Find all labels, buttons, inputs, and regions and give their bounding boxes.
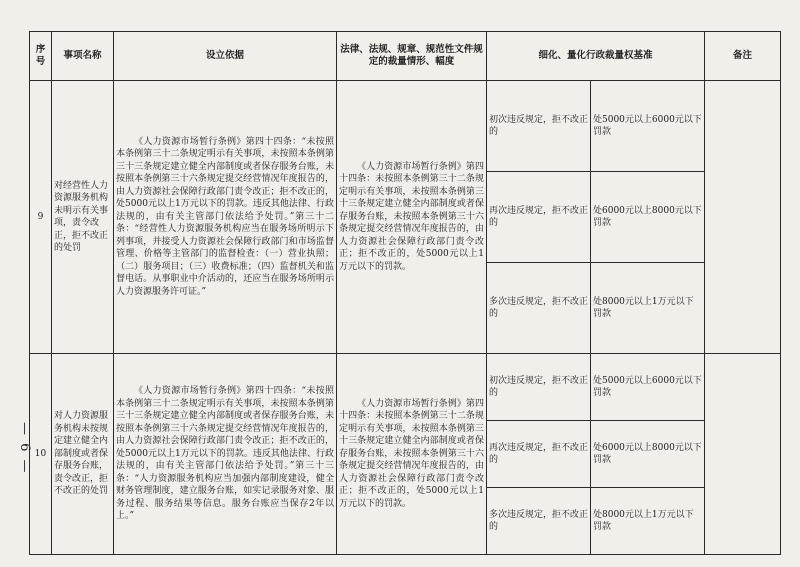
row-law-text: 《人力资源市场暂行条例》第四十四条：未按照本条例第三十二条规定明示有关事项，未按照本条例第三十三条规定建立健全内部制度或者保存服务台账，未按照本条例第三十六条规定提交经营情况年度报告的，由人力资源社会保障行政部门责令改正；拒不改正的，处5000元以上1万元以下的罚款。 — [339, 161, 484, 272]
header-law: 法律、法规、规章、规范性文件规定的裁量情形、幅度 — [337, 32, 487, 81]
row-note — [705, 354, 781, 555]
level-penalty: 处5000元以上6000元以下罚款 — [591, 354, 705, 421]
table-row — [30, 354, 781, 421]
level-condition: 多次违反规定，拒不改正的 — [487, 488, 591, 555]
level-condition: 再次违反规定，拒不改正的 — [487, 172, 591, 263]
header-refine: 细化、量化行政裁量权基准 — [487, 32, 705, 81]
row-basis — [114, 81, 337, 354]
row-seq: 9 — [30, 81, 52, 354]
page-number: — 6 — — [17, 421, 32, 475]
level-penalty: 处6000元以上8000元以下罚款 — [591, 172, 705, 263]
row-basis — [114, 354, 337, 555]
header-note: 备注 — [705, 32, 781, 81]
row-seq: 10 — [30, 354, 52, 555]
row-basis-text: 《人力资源市场暂行条例》第四十四条：“未按照本条例第三十二条规定明示有关事项，未按照本条例第三十三条规定建立健全内部制度或者保存服务台账，未按照本条例第三十六条规定提交经营情况年度报告的，由人力资源社会保障行政部门责令改正；拒不改正的，处5000元以上1万元以下的罚款。违反其他法律、行政法规的，由有关主管部门依法给予处罚。”第三十三条：“人力资源服务机构应当加强内部制度建设，健全财务管理制度，建立服务台账，如实记录服务对象、服务过程、服务结果等信息。服务台账应当保存2年以上。” — [116, 386, 334, 522]
discretion-standard-table — [29, 31, 781, 555]
level-penalty: 处8000元以上1万元以下罚款 — [591, 263, 705, 354]
header-item: 事项名称 — [52, 32, 114, 81]
header-basis: 设立依据 — [114, 32, 337, 81]
level-condition: 初次违反规定，拒不改正的 — [487, 354, 591, 421]
row-note — [705, 81, 781, 354]
row-item-name: 对经营性人力资源服务机构未明示有关事项，责令改正，拒不改正的处罚 — [52, 81, 114, 354]
level-penalty: 处5000元以上6000元以下罚款 — [591, 81, 705, 172]
row-basis-text: 《人力资源市场暂行条例》第四十四条：“未按照本条例第三十二条规定明示有关事项，未按照本条例第三十三条规定建立健全内部制度或者保存服务台账，未按照本条例第三十六条规定提交经营情况年度报告的，由人力资源社会保障行政部门责令改正；拒不改正的，处5000元以上1万元以下的罚款。违反其他法律、行政法规的，由有关主管部门依法给予处罚。”第三十二条：“经营性人力资源服务机构应当在服务场所明示下列事项，并接受人力资源社会保障行政部门和市场监督管理、价格等主管部门的监督检查：（一）营业执照；（二）服务项目；（三）收费标准；（四）监督机关和监督电话。从事职业中介活动的，还应当在服务场所明示人力资源服务许可证。” — [116, 136, 334, 297]
level-penalty: 处6000元以上8000元以下罚款 — [591, 421, 705, 488]
row-law — [337, 81, 487, 354]
level-condition: 再次违反规定，拒不改正的 — [487, 421, 591, 488]
header-row — [30, 32, 781, 81]
row-item-name: 对人力资源服务机构未按规定建立健全内部制度或者保存服务台账，责令改正，拒不改正的处罚 — [52, 354, 114, 555]
header-seq: 序号 — [30, 32, 52, 81]
table-row — [30, 81, 781, 172]
level-condition: 初次违反规定，拒不改正的 — [487, 81, 591, 172]
row-law — [337, 354, 487, 555]
level-condition: 多次违反规定，拒不改正的 — [487, 263, 591, 354]
level-penalty: 处8000元以上1万元以下罚款 — [591, 488, 705, 555]
row-law-text: 《人力资源市场暂行条例》第四十四条：未按照本条例第三十二条规定明示有关事项，未按照本条例第三十三条规定建立健全内部制度或者保存服务台账，未按照本条例第三十六条规定提交经营情况年度报告的，由人力资源社会保障行政部门责令改正；拒不改正的，处5000元以上1万元以下的罚款。 — [339, 398, 484, 509]
